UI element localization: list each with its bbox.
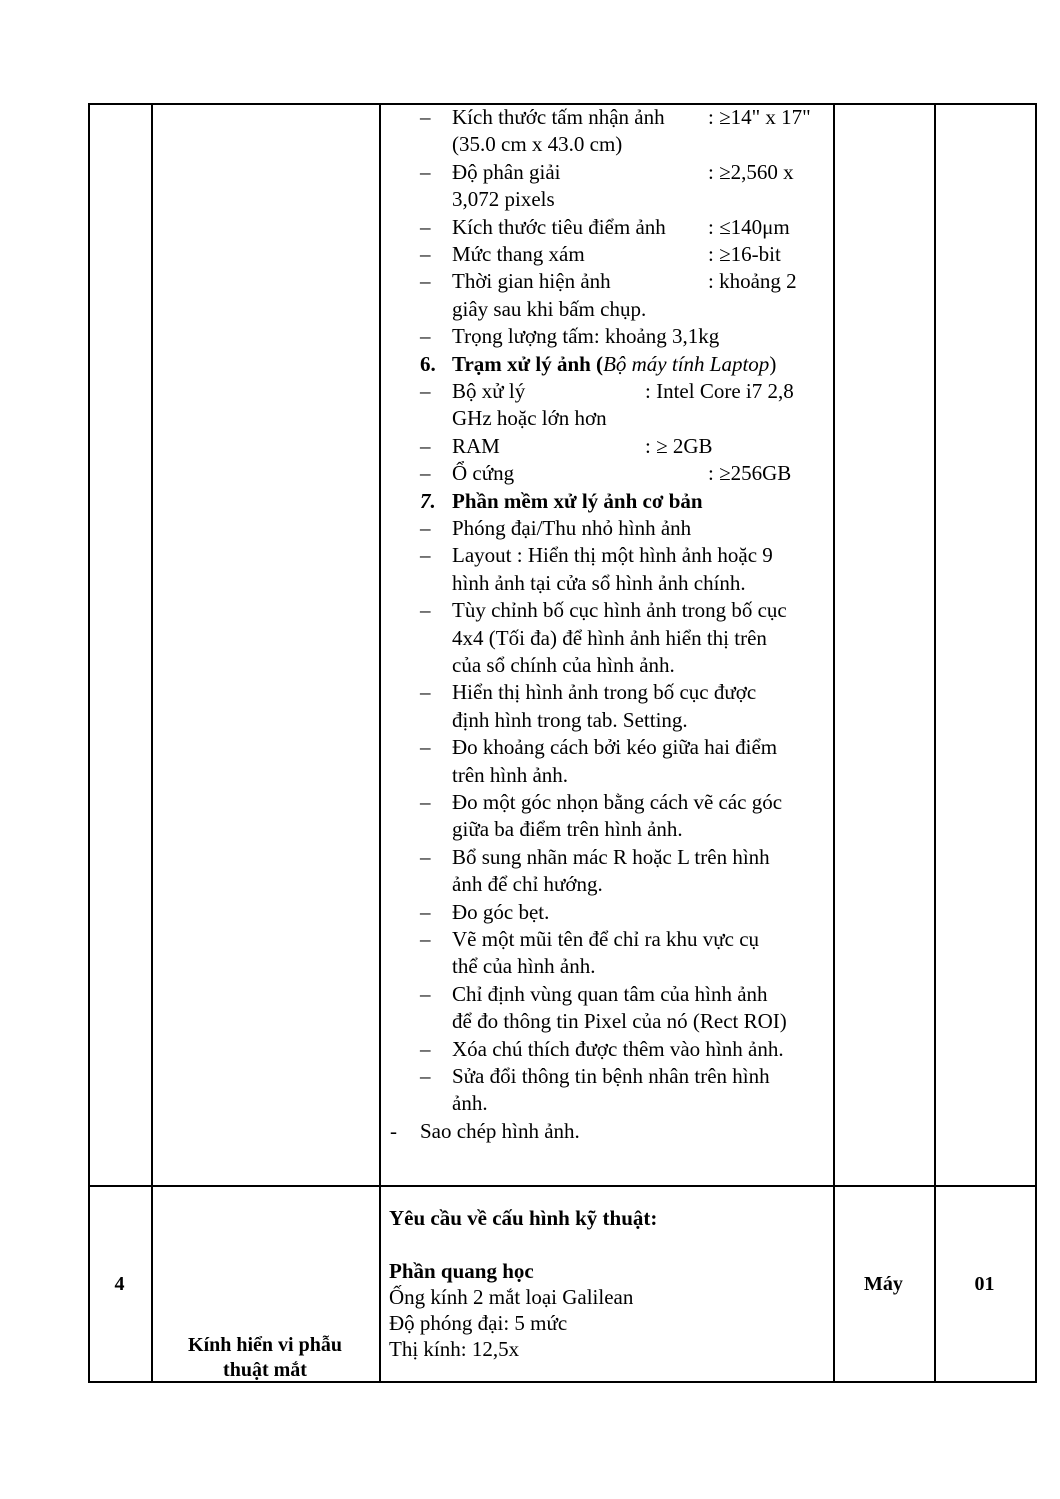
dash-bullet: – (420, 461, 431, 486)
spec-line (390, 214, 830, 241)
spec-line (390, 570, 830, 597)
dash-bullet: – (420, 324, 431, 349)
spec-label: Layout : Hiển thị một hình ảnh hoặc 9 (452, 543, 773, 568)
spec-label: Tùy chỉnh bố cục hình ảnh trong bố cục (452, 598, 787, 623)
column-border (833, 103, 835, 1383)
dash-bullet: – (420, 1064, 431, 1088)
spec-label: Độ phân giải (452, 159, 561, 184)
section-subtitle: Bộ máy tính Laptop (603, 351, 770, 376)
dash-bullet: – (420, 899, 431, 924)
spec-label: Kích thước tấm nhận ảnh (452, 105, 665, 129)
section-number: 6. (420, 351, 436, 376)
column-border (934, 103, 936, 1383)
row-separator (88, 1185, 1036, 1187)
spec-line (390, 652, 830, 679)
spec-value: : ≤140μm (708, 214, 790, 239)
spec-text: định hình trong tab. Setting. (452, 707, 688, 732)
spec-value: : Intel Core i7 2,8 (645, 379, 794, 403)
spec-value: : ≥16-bit (708, 242, 781, 266)
row-stt: 4 (114, 1273, 125, 1295)
spec-line (390, 597, 830, 624)
specification-list (390, 104, 830, 1179)
spec-line (390, 1090, 830, 1117)
spec-line (390, 789, 830, 816)
dash-bullet: – (420, 242, 431, 266)
spec-label: Đo một góc nhọn bằng cách vẽ các góc (452, 790, 783, 814)
section-title: Trạm xử lý ảnh ( (452, 351, 604, 376)
column-border (151, 103, 153, 1383)
spec-label: Phóng đại/Thu nhỏ hình ảnh (452, 516, 692, 540)
spec-line (390, 1036, 830, 1063)
spec-line (390, 734, 830, 761)
spec-label: Trọng lượng tấm: khoảng 3,1kg (452, 324, 720, 349)
spec-text: thể của hình ảnh. (452, 954, 596, 979)
section-heading (452, 351, 776, 378)
spec-line (390, 899, 830, 926)
spec-line (390, 186, 830, 213)
spec-label: Bộ xử lý (452, 379, 526, 403)
spec-label: Đo khoảng cách bởi kéo giữa hai điểm (452, 735, 778, 760)
spec-line (390, 104, 830, 131)
spec-value: : ≥256GB (708, 461, 792, 486)
spec-line (390, 816, 830, 843)
spec-text: 3,072 pixels (452, 187, 555, 212)
dash-bullet: – (420, 159, 431, 184)
dash-bullet: – (420, 433, 431, 458)
dash-bullet: – (420, 379, 431, 403)
dash-bullet: – (420, 790, 431, 814)
spec-line (390, 515, 830, 542)
spec-line (390, 488, 830, 515)
dash-bullet: – (420, 214, 431, 239)
spec-text: 4x4 (Tối đa) để hình ảnh hiển thị trên (452, 625, 767, 650)
spec-label: Hiển thị hình ảnh trong bố cục được (452, 680, 757, 705)
spec-value: : ≥ 2GB (645, 433, 713, 458)
spec-label: Mức thang xám (452, 242, 585, 266)
spec-text: hình ảnh tại cửa sổ hình ảnh chính. (452, 570, 746, 595)
spec-line (390, 625, 830, 652)
spec-line (390, 296, 830, 323)
hyphen-bullet: - (390, 1118, 397, 1143)
dash-bullet: – (420, 105, 431, 129)
spec-line (390, 159, 830, 186)
spec-value: : ≥14" x 17" (708, 105, 811, 129)
spec-value: : ≥2,560 x (708, 159, 794, 184)
dash-bullet: – (420, 1036, 431, 1061)
spec-text: ảnh. (452, 1091, 488, 1116)
spec-label: RAM (452, 433, 500, 458)
spec-value: : khoảng 2 (708, 269, 797, 294)
spec-text: (35.0 cm x 43.0 cm) (452, 132, 623, 157)
spec-line (390, 378, 830, 405)
spec-line (390, 762, 830, 789)
spec-line (390, 241, 830, 268)
dash-bullet: – (420, 927, 431, 951)
spec-heading: Yêu cầu về cấu hình kỹ thuật: (389, 1206, 658, 1230)
dash-bullet: – (420, 516, 431, 540)
spec-line (390, 542, 830, 569)
spec-line: Thị kính: 12,5x (389, 1337, 520, 1361)
spec-line (390, 351, 830, 378)
spec-line (390, 871, 830, 898)
spec-line (390, 981, 830, 1008)
spec-line (390, 268, 830, 295)
spec-line (390, 679, 830, 706)
spec-line (390, 844, 830, 871)
spec-line (390, 1063, 830, 1090)
spec-label: Đo góc bẹt. (452, 899, 550, 924)
section-tail: ) (769, 351, 777, 376)
spec-label: Xóa chú thích được thêm vào hình ảnh. (452, 1036, 784, 1061)
spec-text: ảnh để chỉ hướng. (452, 872, 603, 897)
column-border (1035, 103, 1037, 1383)
dash-bullet: – (420, 735, 431, 760)
dash-bullet: – (420, 981, 431, 1006)
spec-label: Kích thước tiêu điểm ảnh (452, 214, 666, 239)
spec-label: Ổ cứng (452, 461, 515, 486)
spec-text: giây sau khi bấm chụp. (452, 296, 647, 321)
quantity-cell: 01 (974, 1273, 995, 1295)
spec-text: trên hình ảnh. (452, 762, 569, 787)
spec-line (390, 405, 830, 432)
spec-line (390, 433, 830, 460)
column-border (88, 103, 90, 1383)
section-heading: Phần mềm xử lý ảnh cơ bản (452, 488, 703, 513)
spec-text: của sổ chính của hình ảnh. (452, 653, 675, 677)
spec-line (390, 131, 830, 158)
spec-text: để đo thông tin Pixel của nó (Rect ROI) (452, 1009, 787, 1034)
spec-line (390, 460, 830, 487)
spec-label: Chỉ định vùng quan tâm của hình ảnh (452, 981, 768, 1006)
dash-bullet: – (420, 269, 431, 294)
spec-line (390, 1008, 830, 1035)
spec-text: GHz hoặc lớn hơn (452, 406, 607, 431)
dash-bullet: – (420, 598, 431, 623)
column-border (379, 103, 381, 1383)
spec-line (390, 953, 830, 980)
spec-line (390, 1118, 830, 1145)
spec-label: Vẽ một mũi tên để chỉ ra khu vực cụ (452, 927, 760, 951)
spec-label: Thời gian hiện ảnh (452, 269, 611, 294)
dash-bullet: – (420, 844, 431, 869)
unit-cell: Máy (864, 1273, 903, 1295)
spec-label: Sửa đổi thông tin bệnh nhân trên hình (452, 1064, 770, 1088)
spec-line (390, 323, 830, 350)
device-name-line: thuật mắt (223, 1359, 307, 1381)
device-name-line: Kính hiển vi phẫu (188, 1334, 342, 1356)
spec-line: Ống kính 2 mắt loại Galilean (389, 1285, 634, 1309)
spec-line (390, 926, 830, 953)
spec-text: giữa ba điểm trên hình ảnh. (452, 817, 683, 842)
dash-bullet: – (420, 680, 431, 705)
spec-label: Sao chép hình ảnh. (420, 1118, 580, 1143)
dash-bullet: – (420, 543, 431, 568)
device-name (151, 1333, 379, 1383)
spec-line: Độ phóng đại: 5 mức (389, 1311, 568, 1335)
section-heading: Phần quang học (389, 1259, 534, 1283)
section-number: 7. (420, 488, 436, 513)
spec-label: Bổ sung nhãn mác R hoặc L trên hình (452, 844, 770, 869)
spec-line (390, 707, 830, 734)
